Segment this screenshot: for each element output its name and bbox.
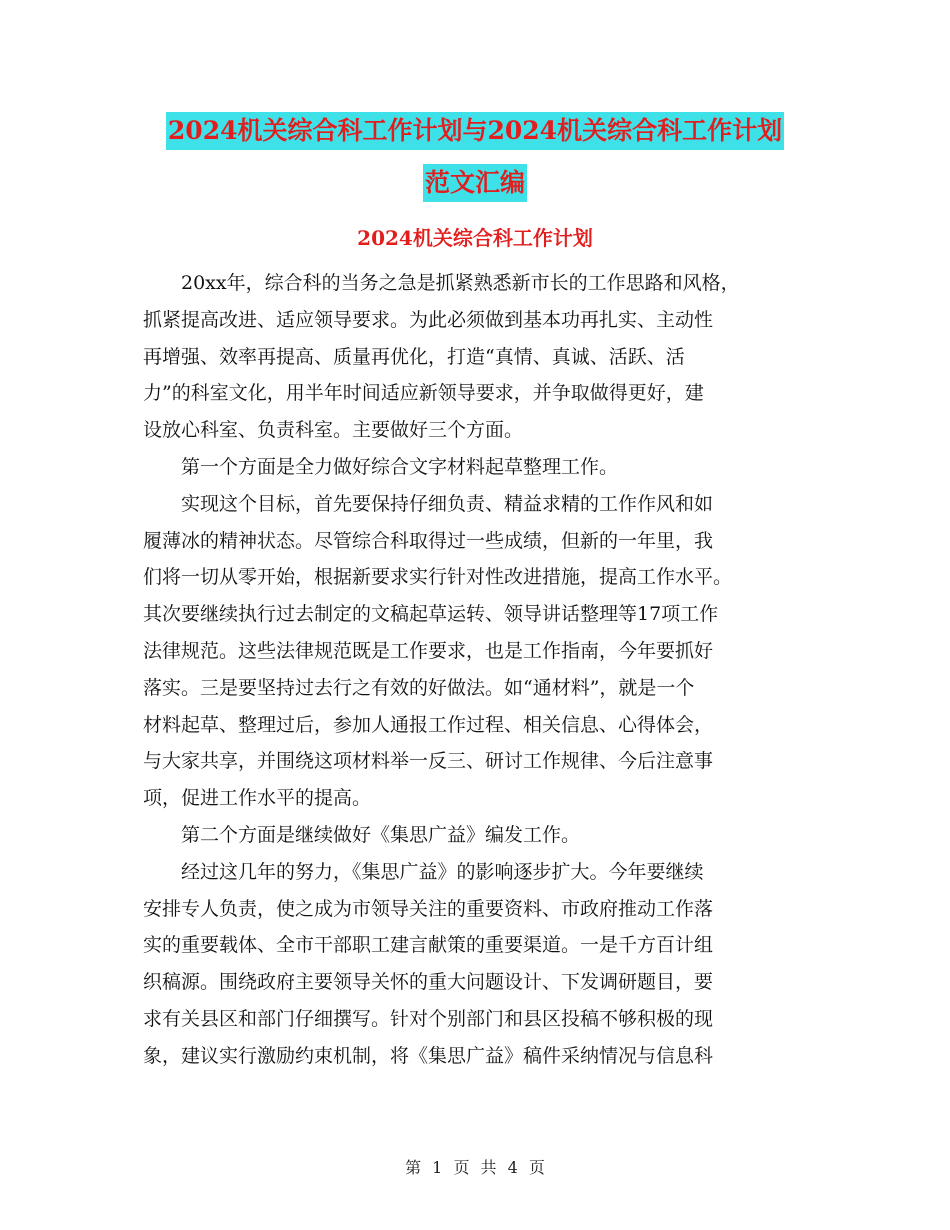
paragraph-line: 落实。三是要坚持过去行之有效的好做法。如“通材料”，就是一个 (143, 676, 695, 699)
section-title: 2024机关综合科工作计划 (357, 226, 593, 250)
paragraph-line: 实的重要载体、全市干部职工建言献策的重要渠道。一是千方百计组 (143, 934, 714, 957)
body-paragraph (143, 854, 803, 1075)
paragraph-line: 象，建议实行激励约束机制，将《集思广益》稿件采纳情况与信息科 (143, 1044, 714, 1067)
page-footer: 第 1 页 共 4 页 (405, 1158, 545, 1177)
paragraph-line: 设放心科室、负责科室。主要做好三个方面。 (143, 419, 524, 442)
paragraph-line: 安排专人负责，使之成为市领导关注的重要资料、市政府推动工作落 (143, 897, 714, 920)
body-paragraph (143, 449, 803, 486)
paragraph-line: 们将一切从零开始，根据新要求实行针对性改进措施，提高工作水平。 (143, 566, 733, 589)
paragraph-line: 抓紧提高改进、适应领导要求。为此必须做到基本功再扎实、主动性 (143, 308, 714, 331)
paragraph-line: 实现这个目标，首先要保持仔细负责、精益求精的工作作风和如 (181, 492, 714, 515)
paragraph-line: 织稿源。围绕政府主要领导关怀的重大问题设计、下发调研题目，要 (143, 971, 714, 994)
title-line-1: 2024机关综合科工作计划与2024机关综合科工作计划 (166, 112, 784, 150)
paragraph-line: 其次要继续执行过去制定的文稿起草运转、领导讲话整理等17项工作 (143, 603, 719, 626)
document-title (0, 112, 950, 202)
paragraph-line: 第一个方面是全力做好综合文字材料起草整理工作。 (181, 455, 619, 478)
title-line-2: 范文汇编 (423, 164, 527, 202)
paragraph-line: 法律规范。这些法律规范既是工作要求，也是工作指南，今年要抓好 (143, 639, 714, 662)
body-paragraph (143, 817, 803, 854)
paragraph-line: 经过这几年的努力，《集思广益》的影响逐步扩大。今年要继续 (181, 860, 704, 883)
paragraph-line: 第二个方面是继续做好《集思广益》编发工作。 (181, 823, 581, 846)
paragraph-line: 求有关县区和部门仔细撰写。针对个别部门和县区投稿不够积极的现 (143, 1007, 714, 1030)
paragraph-line: 履薄冰的精神状态。尽管综合科取得过一些成绩，但新的一年里，我 (143, 529, 714, 552)
paragraph-line: 材料起草、整理过后，参加人通报工作过程、相关信息、心得体会， (143, 713, 714, 736)
paragraph-line: 20xx年，综合科的当务之急是抓紧熟悉新市长的工作思路和风格， (181, 272, 740, 294)
document-body (143, 265, 803, 1075)
paragraph-line: 再增强、效率再提高、质量再优化，打造“真情、真诚、活跃、活 (143, 345, 685, 368)
paragraph-line: 与大家共享，并围绕这项材料举一反三、研讨工作规律、今后注意事 (143, 750, 714, 773)
paragraph-line: 力”的科室文化，用半年时间适应新领导要求，并争取做得更好，建 (143, 382, 704, 405)
body-paragraph (143, 486, 803, 817)
paragraph-line: 项，促进工作水平的提高。 (143, 787, 372, 810)
body-paragraph (143, 265, 803, 449)
